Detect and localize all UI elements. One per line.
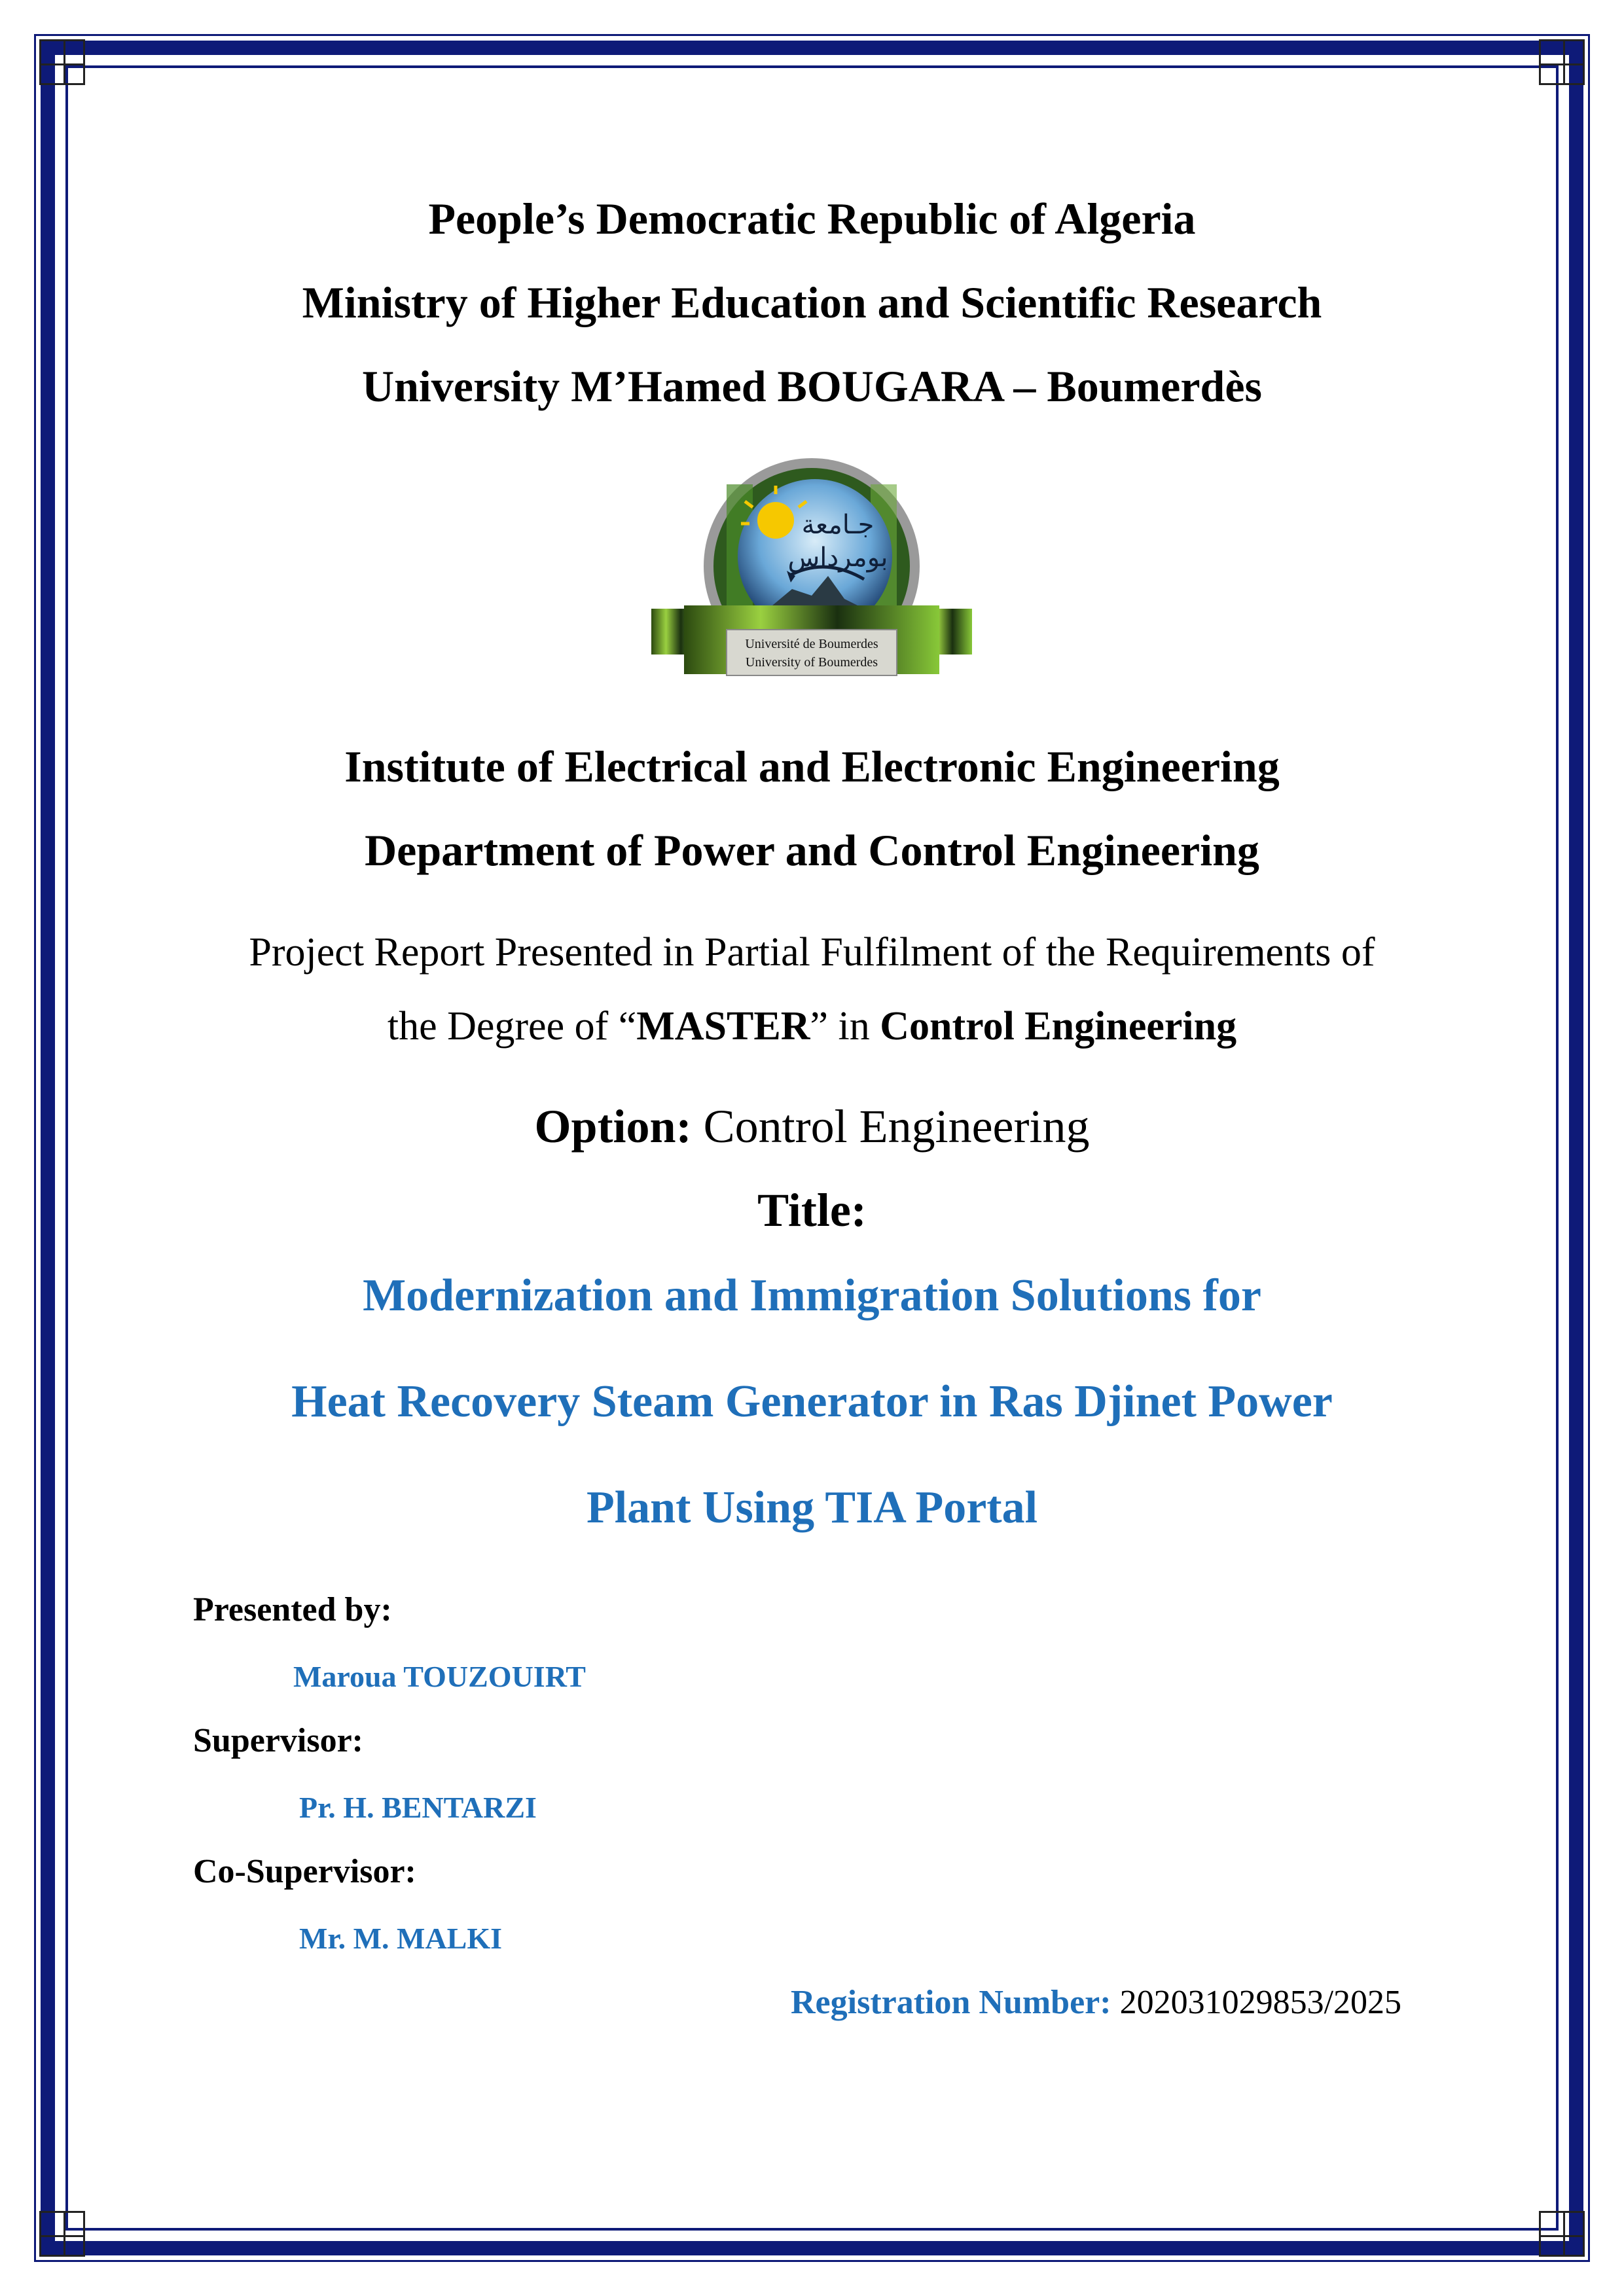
degree-name: MASTER [636,1004,810,1049]
student-name: Maroua TOUZOUIRT [293,1660,586,1693]
registration-value: 202031029853/2025 [1111,1984,1402,2021]
report-degree-prefix: the Degree of “ [387,1004,637,1049]
corner-ornament-top-left [39,39,85,85]
title-label: Title: [757,1184,867,1236]
presented-by-label: Presented by: [193,1591,392,1628]
supervisor-label: Supervisor: [193,1722,363,1759]
logo-arabic-line1: جـامعة [801,510,875,540]
option-line [0,1100,1624,1154]
university-logo [648,458,975,694]
thesis-title-line2: Heat Recovery Steam Generator in Ras Djinet Power [291,1376,1333,1427]
registration-number [791,1983,1401,2022]
corner-ornament-top-right [1539,39,1585,85]
logo-arabic-line2: بومرداس [787,543,888,573]
logo-banner-en: University of Boumerdes [745,655,878,670]
co-supervisor-label: Co-Supervisor: [193,1853,416,1890]
corner-ornament-bottom-right [1539,2211,1585,2257]
report-statement-line1: Project Report Presented in Partial Fulfilment of the Requirements of [249,930,1375,975]
corner-ornament-bottom-left [39,2211,85,2257]
thesis-title-line1: Modernization and Immigration Solutions for [363,1270,1261,1321]
logo-banner-fr: Université de Boumerdes [745,637,878,651]
registration-label: Registration Number: [791,1984,1111,2021]
thesis-title-line3: Plant Using TIA Portal [586,1482,1038,1533]
institute-name: Institute of Electrical and Electronic Engineering [344,742,1280,791]
ministry-name: Ministry of Higher Education and Scientific Research [302,278,1322,327]
field-name: Control Engineering [880,1004,1237,1049]
university-name: University M’Hamed BOUGARA – Boumerdès [361,361,1262,411]
department-name: Department of Power and Control Engineering [365,825,1259,875]
country-name: People’s Democratic Republic of Algeria [428,194,1196,243]
option-value: Control Engineering [691,1100,1090,1153]
co-supervisor-name: Mr. M. MALKI [299,1922,503,1955]
option-label: Option: [534,1100,692,1153]
report-statement-line2 [0,1003,1624,1050]
supervisor-name: Pr. H. BENTARZI [299,1791,537,1824]
report-degree-mid: ” in [810,1004,880,1049]
